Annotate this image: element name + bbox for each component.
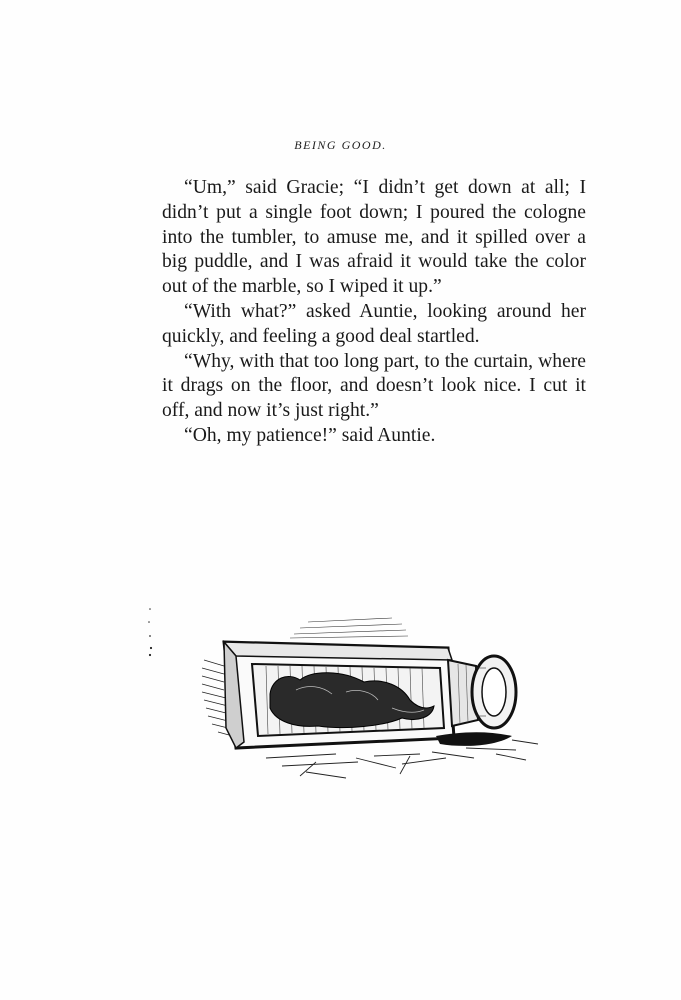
paragraph-2: “With what?” asked Auntie, looking around her quickly, and feeling a good deal startled.: [162, 300, 586, 347]
paragraph-4: “Oh, my patience!” said Auntie.: [184, 424, 436, 446]
running-head: BEING GOOD.: [294, 138, 387, 152]
table-shadow-top: [290, 618, 408, 638]
bottle-engraving-illustration: [196, 608, 546, 788]
body-text: [162, 176, 586, 449]
paragraph-1: “Um,” said Gracie; “I didn’t get down at all; I didn’t put a single foot down; I poured the cologne into the tumbler, to amuse me, and it spilled over a big puddle, and I was afraid it would take the color out of the marble, so I wiped it up.”: [162, 177, 586, 298]
margin-specks: [140, 605, 160, 665]
spilled-puddle: [436, 732, 512, 746]
paragraph-3: “Why, with that too long part, to the curtain, where it drags on the floor, and doesn’t look nice. I cut it off, and now it’s just right.”: [162, 350, 586, 422]
